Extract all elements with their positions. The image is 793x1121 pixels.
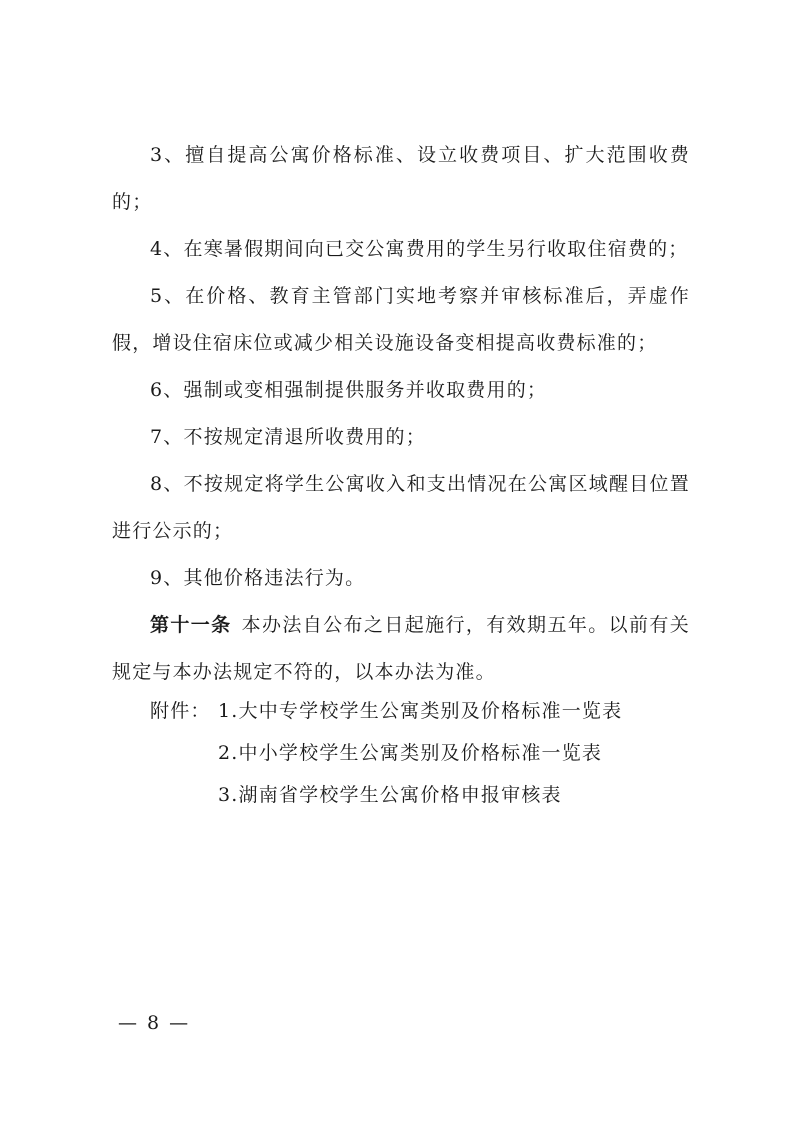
list-item-3: 3、擅自提高公寓价格标准、设立收费项目、扩大范围收费的； [112, 144, 690, 213]
attachment-item-3: 3.湖南省学校学生公寓价格申报审核表 [218, 784, 562, 806]
list-item-7: 7、不按规定清退所收费用的； [150, 426, 426, 448]
attachments-list [150, 690, 622, 816]
page-number: — 8 — [118, 1012, 191, 1034]
body-text [112, 132, 690, 696]
article-eleven-heading: 第十一条 [150, 614, 232, 636]
attachment-row [150, 690, 622, 732]
article-eleven-text: 本办法自公布之日起施行，有效期五年。以前有关规定与本办法规定不符的，以本办法为准。 [112, 614, 690, 683]
list-item-4: 4、在寒暑假期间向已交公寓费用的学生另行收取住宿费的； [150, 238, 689, 260]
attachment-row [150, 732, 622, 774]
attachment-item-2: 2.中小学校学生公寓类别及价格标准一览表 [218, 742, 603, 764]
list-item-6: 6、强制或变相强制提供服务并收取费用的； [150, 379, 548, 401]
list-item-5: 5、在价格、教育主管部门实地考察并审核标准后，弄虚作假，增设住宿床位或减少相关设施设备变相提高收费标准的； [112, 285, 690, 354]
attachments-label: 附件： [150, 700, 211, 722]
list-item-9: 9、其他价格违法行为。 [150, 567, 366, 589]
attachment-row [150, 774, 622, 816]
attachment-item-1: 1.大中专学校学生公寓类别及价格标准一览表 [218, 700, 623, 722]
list-item-8: 8、不按规定将学生公寓收入和支出情况在公寓区域醒目位置进行公示的； [112, 473, 690, 542]
article-eleven [112, 602, 690, 696]
